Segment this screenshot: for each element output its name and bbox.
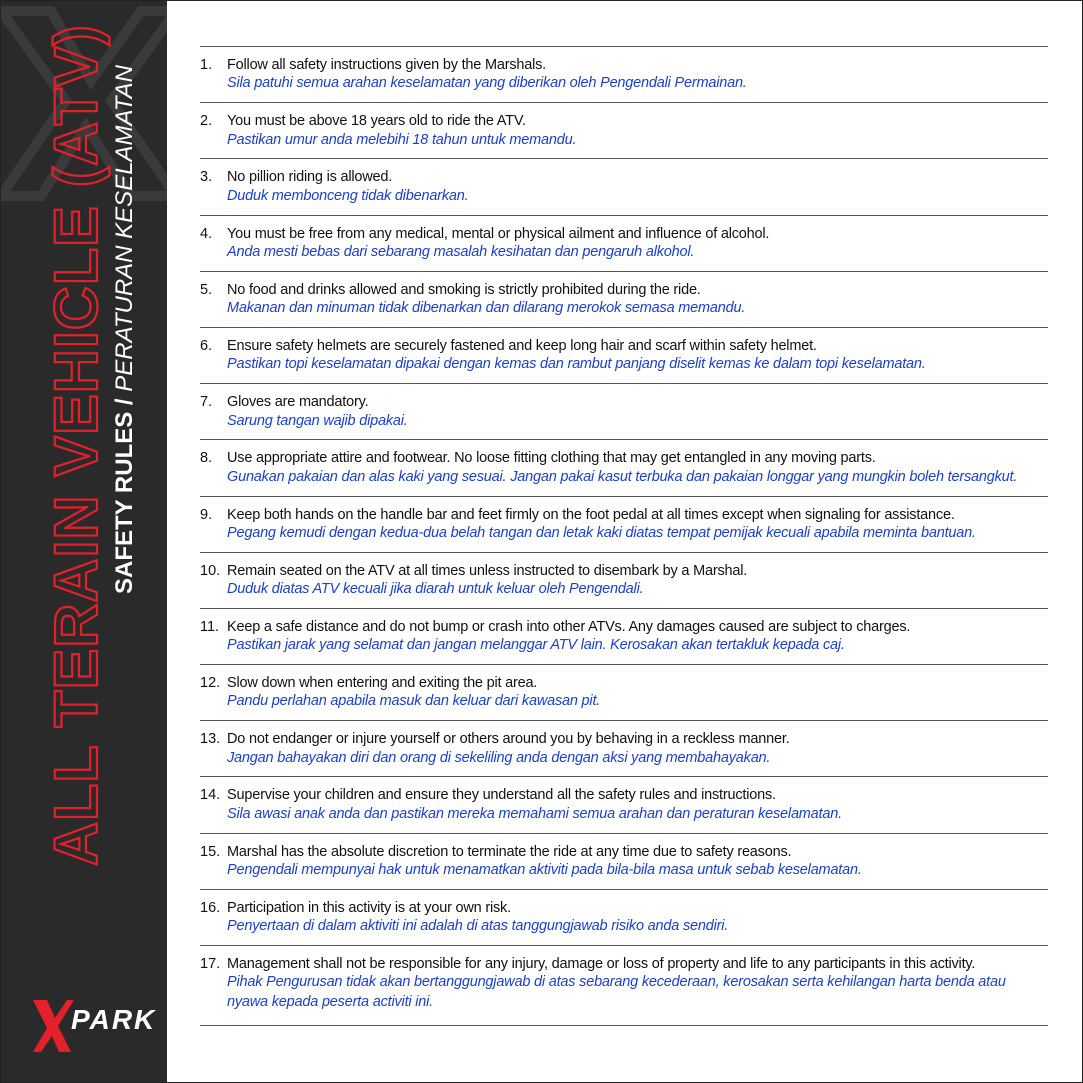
rule-body bbox=[227, 394, 1048, 431]
rule-body bbox=[227, 282, 1048, 319]
rule-number: 4. bbox=[200, 225, 213, 242]
rule-text-en: No pillion riding is allowed. bbox=[227, 169, 393, 186]
rule-body bbox=[227, 787, 1048, 824]
rule-body bbox=[227, 169, 1048, 206]
rule-text-en: Slow down when entering and exiting the pit area. bbox=[227, 675, 538, 692]
rule-body bbox=[227, 563, 1048, 600]
rule-text-ms: Penyertaan di dalam aktiviti ini adalah di atas tanggungjawab risiko anda sendiri. bbox=[227, 918, 729, 935]
rule-text-en: Ensure safety helmets are securely fastened and keep long hair and scarf within safety helmet. bbox=[227, 337, 817, 354]
title-main: ALL TERAIN VEHICLE (ATV) bbox=[42, 24, 110, 866]
rule-item bbox=[200, 609, 1048, 665]
rule-text-en: Keep both hands on the handle bar and feet firmly on the foot pedal at all times except when signaling for assistance. bbox=[227, 506, 955, 523]
rule-item bbox=[200, 777, 1048, 833]
rule-text-ms: Duduk diatas ATV kecuali jika diarah untuk keluar oleh Pengendali. bbox=[227, 581, 644, 598]
rule-number: 11. bbox=[200, 618, 220, 635]
rule-body bbox=[227, 113, 1048, 150]
rule-text-en: No food and drinks allowed and smoking is strictly prohibited during the ride. bbox=[227, 281, 701, 298]
rule-number: 2. bbox=[200, 113, 213, 130]
rule-text-en: Keep a safe distance and do not bump or crash into other ATVs. Any damages caused are subject to charges. bbox=[227, 618, 911, 635]
rule-text-ms: Makanan dan minuman tidak dibenarkan dan dilarang merokok semasa memandu. bbox=[227, 300, 746, 317]
rule-number: 15. bbox=[200, 843, 221, 860]
rule-text-en: Use appropriate attire and footwear. No loose fitting clothing that may get entangled in any moving parts. bbox=[227, 450, 876, 467]
rule-body bbox=[227, 450, 1048, 487]
rule-text-en: Follow all safety instructions given by the Marshals. bbox=[227, 57, 547, 73]
rule-text-ms: Sila patuhi semua arahan keselamatan yang diberikan oleh Pengendali Permainan. bbox=[227, 75, 747, 92]
rule-text-en: Marshal has the absolute discretion to terminate the ride at any time due to safety reasons. bbox=[227, 843, 792, 860]
rule-item bbox=[200, 384, 1048, 440]
rule-body bbox=[227, 57, 1048, 94]
rule-text-en: You must be above 18 years old to ride the ATV. bbox=[227, 113, 526, 130]
rule-text-ms: Pandu perlahan apabila masuk dan keluar dari kawasan pit. bbox=[227, 693, 601, 710]
rule-item bbox=[200, 665, 1048, 721]
rule-text-ms: Sila awasi anak anda dan pastikan mereka memahami semua arahan dan peraturan keselamatan. bbox=[227, 805, 842, 822]
rule-item bbox=[200, 721, 1048, 777]
rule-item bbox=[200, 553, 1048, 609]
rule-text-en: Supervise your children and ensure they understand all the safety rules and instructions. bbox=[227, 787, 776, 804]
rule-number: 9. bbox=[200, 506, 213, 523]
rule-text-ms: Jangan bahayakan diri dan orang di sekeliling anda dengan aksi yang membahayakan. bbox=[227, 749, 771, 766]
logo-text: PARK bbox=[71, 1004, 157, 1035]
rule-text-ms: Pastikan umur anda melebihi 18 tahun untuk memandu. bbox=[227, 131, 577, 148]
rule-number: 17. bbox=[200, 956, 221, 972]
rule-body bbox=[227, 675, 1048, 712]
rule-text-ms: Pastikan topi keselamatan dipakai dengan kemas dan rambut panjang diselit kemas ke dalam topi keselamatan. bbox=[227, 356, 926, 373]
rule-text-ms: Pastikan jarak yang selamat dan jangan melanggar ATV lain. Kerosakan akan tertakluk kepada caj. bbox=[227, 637, 845, 654]
rule-number: 1. bbox=[200, 57, 213, 73]
rule-item bbox=[200, 834, 1048, 890]
rule-item bbox=[200, 440, 1048, 496]
rule-item bbox=[200, 497, 1048, 553]
rule-body bbox=[227, 619, 1048, 656]
rule-text-ms: Pihak Pengurusan tidak akan bertanggungjawab di atas sebarang kecederaan, kerosakan serta kehilangan harta benda atau nyawa kepada peserta activiti ini. bbox=[227, 974, 1006, 1010]
rule-body bbox=[227, 731, 1048, 768]
rule-body bbox=[227, 338, 1048, 375]
rule-item bbox=[200, 946, 1048, 1026]
rules-list bbox=[200, 46, 1048, 1026]
rule-text-en: Management shall not be responsible for any injury, damage or loss of property and life to any participants in this activity. bbox=[227, 956, 976, 972]
rule-number: 14. bbox=[200, 787, 221, 804]
sidebar bbox=[1, 1, 167, 1082]
title-sub bbox=[113, 65, 137, 594]
subtitle-en: SAFETY RULES / bbox=[111, 391, 138, 594]
rule-text-en: Remain seated on the ATV at all times unless instructed to disembark by a Marshal. bbox=[227, 562, 748, 579]
xpark-logo bbox=[31, 996, 157, 1056]
rule-number: 10. bbox=[200, 562, 221, 579]
rule-number: 16. bbox=[200, 899, 221, 916]
rule-body bbox=[227, 844, 1048, 881]
rule-number: 7. bbox=[200, 394, 213, 411]
rule-number: 13. bbox=[200, 731, 221, 748]
rule-item bbox=[200, 272, 1048, 328]
rule-text-ms: Pegang kemudi dengan kedua-dua belah tangan dan letak kaki diatas tempat pemijak kecuali apabila meminta bantuan. bbox=[227, 524, 976, 541]
rule-number: 3. bbox=[200, 169, 213, 186]
rule-number: 6. bbox=[200, 337, 213, 354]
rule-item bbox=[200, 216, 1048, 272]
subtitle-ms: PERATURAN KESELAMATAN bbox=[111, 65, 138, 392]
rule-item bbox=[200, 890, 1048, 946]
rule-text-ms: Gunakan pakaian dan alas kaki yang sesuai. Jangan pakai kasut terbuka dan pakaian longgar yang mungkin boleh tersangkut. bbox=[227, 468, 1018, 485]
rule-body bbox=[227, 900, 1048, 937]
rule-text-en: Gloves are mandatory. bbox=[227, 394, 369, 411]
rule-text-en: Do not endanger or injure yourself or others around you by behaving in a reckless manner. bbox=[227, 731, 790, 748]
rule-text-ms: Duduk membonceng tidak dibenarkan. bbox=[227, 187, 469, 204]
rule-text-ms: Anda mesti bebas dari sebarang masalah kesihatan dan pengaruh alkohol. bbox=[227, 243, 695, 260]
rule-body bbox=[227, 226, 1048, 263]
rule-item bbox=[200, 47, 1048, 103]
rule-text-ms: Pengendali mempunyai hak untuk menamatkan aktiviti pada bila-bila masa untuk sebab keselamatan. bbox=[227, 862, 862, 879]
rule-text-en: You must be free from any medical, mental or physical ailment and influence of alcohol. bbox=[227, 225, 770, 242]
rule-number: 8. bbox=[200, 450, 213, 467]
x-logo-icon bbox=[31, 996, 75, 1056]
rule-item bbox=[200, 159, 1048, 215]
rule-number: 12. bbox=[200, 675, 221, 692]
rule-text-en: Participation in this activity is at your own risk. bbox=[227, 899, 511, 916]
rule-body bbox=[227, 507, 1048, 544]
rule-body bbox=[227, 956, 1048, 1013]
rule-text-ms: Sarung tangan wajib dipakai. bbox=[227, 412, 408, 429]
rule-number: 5. bbox=[200, 281, 213, 298]
rule-item bbox=[200, 328, 1048, 384]
rule-item bbox=[200, 103, 1048, 159]
